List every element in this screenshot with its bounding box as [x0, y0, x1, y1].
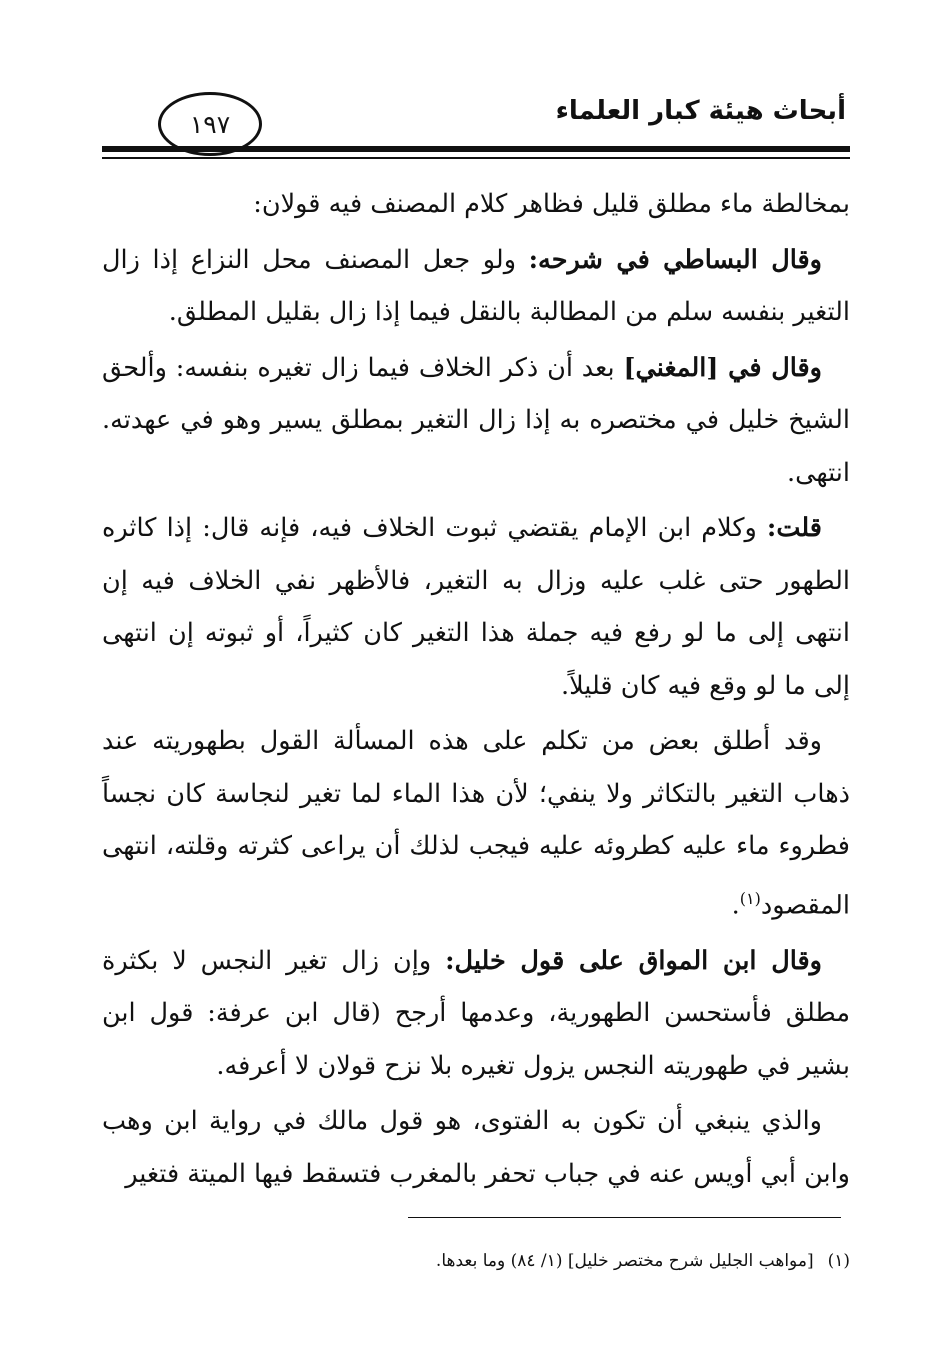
- paragraph-text: والذي ينبغي أن تكون به الفتوى، هو قول مالك في رواية ابن وهب وابن أبي أويس عنه في جباب تحفر بالمغرب فتسقط فيها الميتة فتغير: [102, 1106, 850, 1189]
- page-number: ١٩٧: [189, 109, 231, 139]
- paragraph-text: ولو جعل المصنف محل النزاع إذا زال التغير بنفسه سلم من المطالبة بالنقل فيما إذا زال بقليل المطلق.: [102, 244, 850, 327]
- paragraph-lead: وقال ابن المواق على قول خليل:: [445, 945, 822, 976]
- paragraph-lead: وقال في [المغني]: [623, 352, 822, 383]
- paragraph-7: [102, 1095, 850, 1200]
- paragraph-5: [102, 715, 850, 932]
- paragraph-text: وإن زال تغير النجس لا بكثرة مطلق فأستحسن الطهورية، وعدمها أرجح (قال ابن عرفة: قول ابن بشير في طهوريته النجس يزول تغيره بلا نزح قولان لا أعرفه.: [102, 945, 850, 1081]
- paragraph-6: [102, 935, 850, 1093]
- footnote-reference: (١): [739, 888, 761, 908]
- paragraph-text: بعد أن ذكر الخلاف فيما زال تغيره بنفسه: وألحق الشيخ خليل في مختصره به إذا زال التغير بمطلق يسير وهو في عهدته. انتهى.: [102, 352, 850, 488]
- paragraph-1: [102, 178, 850, 231]
- footnote-separator: [408, 1217, 841, 1218]
- paragraph-lead: وقال البساطي في شرحه:: [528, 244, 822, 275]
- header-rule-thick: [102, 146, 850, 152]
- header-rule-thin: [102, 157, 850, 159]
- paragraph-text: بمخالطة ماء مطلق قليل فظاهر كلام المصنف فيه قولان:: [253, 189, 850, 219]
- footnote-text: [مواهب الجليل شرح مختصر خليل] (١/ ٨٤) وما بعدها.: [435, 1251, 814, 1271]
- paragraph-3: [102, 342, 850, 500]
- running-header-title: أبحاث هيئة كبار العلماء: [555, 96, 846, 126]
- paragraph-tail: .: [731, 890, 740, 920]
- paragraph-4: [102, 502, 850, 712]
- footnote-number: (١): [827, 1251, 850, 1271]
- footnote: [436, 1251, 850, 1271]
- paragraph-lead: قلت:: [766, 513, 822, 543]
- paragraph-text: وكلام ابن الإمام يقتضي ثبوت الخلاف فيه، فإنه قال: إذا كاثره الطهور حتى غلب عليه وزال به التغير، فالأظهر نفي الخلاف فيه إن انتهى إلى ما لو رفع فيه جملة هذا التغير كان كثيراً، أو ثبوته إن انتهى إلى ما لو وقع فيه كان قليلاً.: [102, 513, 850, 701]
- body-text: [102, 178, 850, 1203]
- paragraph-2: [102, 234, 850, 339]
- paragraph-text: وقد أطلق بعض من تكلم على هذه المسألة القول بطهوريته عند ذهاب التغير بالتكاثر ولا ينفي؛ لأن هذا الماء لما تغير لنجاسة كان نجساً فطروء ماء عليه كطروئه عليه فيجب لذلك أن يراعى كثرته وقلته، انتهى المقصود: [102, 726, 850, 920]
